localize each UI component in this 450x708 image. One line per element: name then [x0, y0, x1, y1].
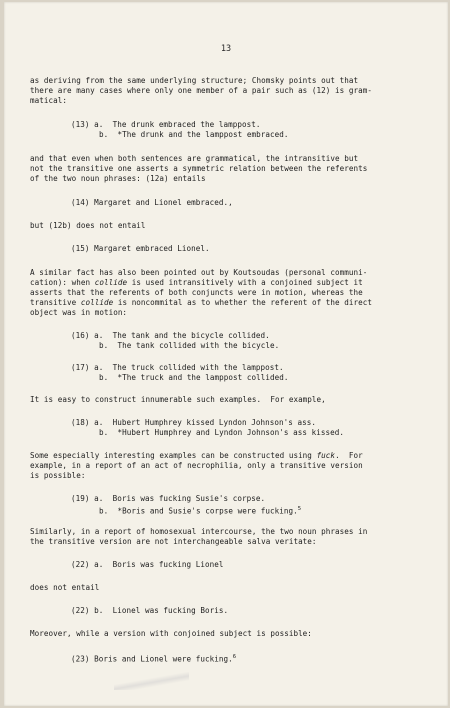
- text-line: cation): when collide is used intransitively with a conjoined subject it: [30, 278, 363, 287]
- text-line: transitive collide is noncommital as to whether the referent of the direct: [30, 298, 373, 307]
- paper-smudge: [114, 672, 189, 690]
- example-15: (15) Margaret embraced Lionel.: [71, 244, 210, 253]
- text-line: matical:: [30, 96, 67, 105]
- example-23: (23) Boris and Lionel were fucking.$^6$: [71, 654, 237, 664]
- example-22b: (22) b. Lionel was fucking Boris.: [71, 606, 229, 615]
- example-13b: b. *The drunk and the lamppost embraced.: [99, 130, 289, 139]
- example-19b: b. *Boris and Susie's corpse were fucking.$^5$: [99, 506, 302, 516]
- footnote-marker: 5: [297, 506, 302, 512]
- example-19a: (19) a. Boris was fucking Susie's corpse.: [71, 494, 266, 503]
- text-line: A similar fact has also been pointed out by Koutsoudas (personal communi-: [30, 268, 368, 277]
- text-line: there are many cases where only one member of a pair such as (12) is gram-: [30, 86, 373, 95]
- text-line: the transitive version are not interchangeable salva veritate:: [30, 537, 317, 546]
- text-line: is possible:: [30, 471, 86, 480]
- example-16b: b. The tank collided with the bicycle.: [99, 341, 280, 350]
- document-page: [4, 2, 448, 706]
- example-14: (14) Margaret and Lionel embraced.,: [71, 198, 233, 207]
- example-16a: (16) a. The tank and the bicycle collided.: [71, 331, 270, 340]
- italic-collide: collide: [94, 278, 128, 287]
- italic-collide: collide: [80, 298, 114, 307]
- text-line: Some especially interesting examples can be constructed using fuck. For: [30, 451, 363, 460]
- example-22a: (22) a. Boris was fucking Lionel: [71, 560, 224, 569]
- text-line: asserts that the referents of both conjuncts were in motion, whereas the: [30, 288, 363, 297]
- example-17b: b. *The truck and the lamppost collided.: [99, 373, 289, 382]
- example-18b: b. *Hubert Humphrey and Lyndon Johnson's ass kissed.: [99, 428, 344, 437]
- text-line: not the transitive one asserts a symmetric relation between the referents: [30, 164, 368, 173]
- text-line: and that even when both sentences are grammatical, the intransitive but: [30, 154, 359, 163]
- italic-fuck: fuck: [316, 451, 336, 460]
- text-line: does not entail: [30, 583, 100, 592]
- text-line: Similarly, in a report of homosexual intercourse, the two noun phrases in: [30, 527, 368, 536]
- text-line: It is easy to construct innumerable such examples. For example,: [30, 395, 326, 404]
- text-line: of the two noun phrases: (12a) entails: [30, 174, 206, 183]
- text-line: Moreover, while a version with conjoined subject is possible:: [30, 629, 312, 638]
- page-number: 13: [220, 44, 232, 54]
- text-line: as deriving from the same underlying structure; Chomsky points out that: [30, 76, 359, 85]
- example-13a: (13) a. The drunk embraced the lamppost.: [71, 120, 261, 129]
- text-line: object was in motion:: [30, 308, 128, 317]
- example-18a: (18) a. Hubert Humphrey kissed Lyndon Johnson's ass.: [71, 418, 316, 427]
- example-17a: (17) a. The truck collided with the lamppost.: [71, 363, 284, 372]
- text-line: but (12b) does not entail: [30, 221, 146, 230]
- footnote-marker: 6: [232, 654, 237, 660]
- text-line: example, in a report of an act of necrophilia, only a transitive version: [30, 461, 363, 470]
